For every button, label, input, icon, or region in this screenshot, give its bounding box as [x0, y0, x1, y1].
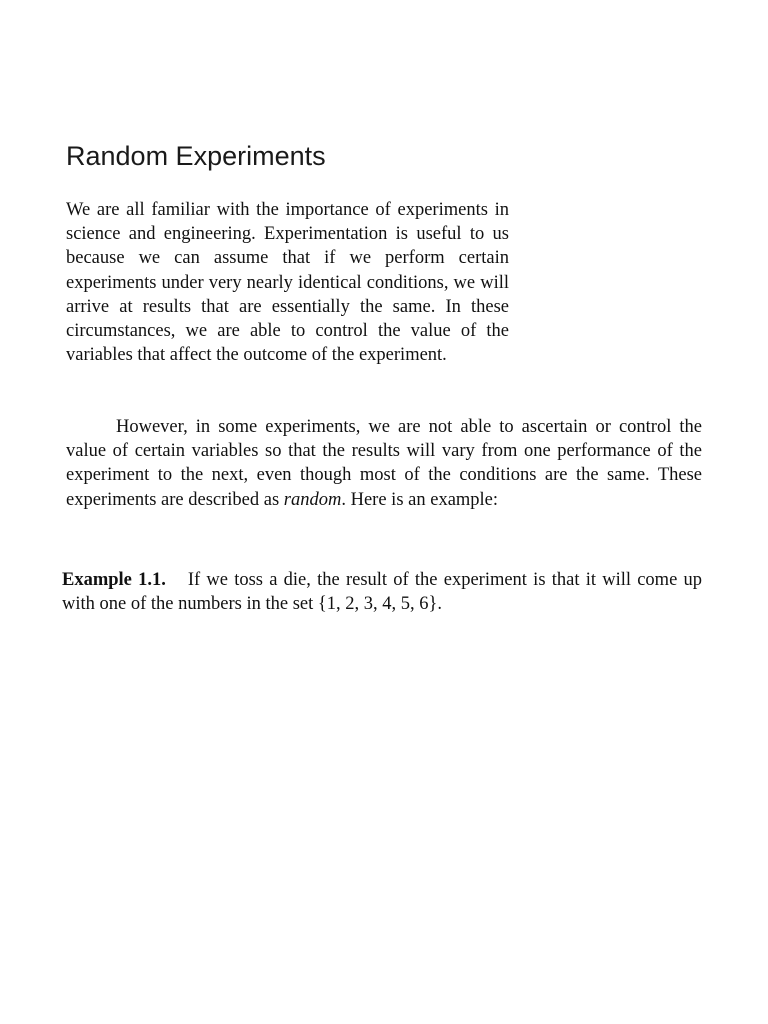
example-text: If we toss a die, the result of the experiment is that it will come up with one of the numbers in the set {1, 2, 3, 4, 5, 6}. — [62, 570, 703, 615]
example-paragraph — [62, 568, 702, 616]
section-title: Random Experiments — [66, 141, 326, 171]
intro-paragraph: We are all familiar with the importance of experiments in science and engineering. Experimentation is useful to us because we can assume that if we perform certain experiments under very nearly identical conditions, we will arrive at results that are essentially the same. In these circumstances, we are able to control the value of the variables that affect the outcome of the experiment. — [66, 200, 509, 366]
example-label: Example 1.1. — [62, 570, 166, 590]
body-text-after: . Here is an example: — [341, 489, 499, 510]
body-text-before: However, in some experiments, we are not able to ascertain or control the value of certain variables so that the results will vary from one performance of the experiment to the next, even though most of the conditions are the same. These experiments are described as — [66, 417, 702, 510]
random-emphasis: random — [283, 489, 342, 510]
body-paragraph — [66, 415, 702, 512]
